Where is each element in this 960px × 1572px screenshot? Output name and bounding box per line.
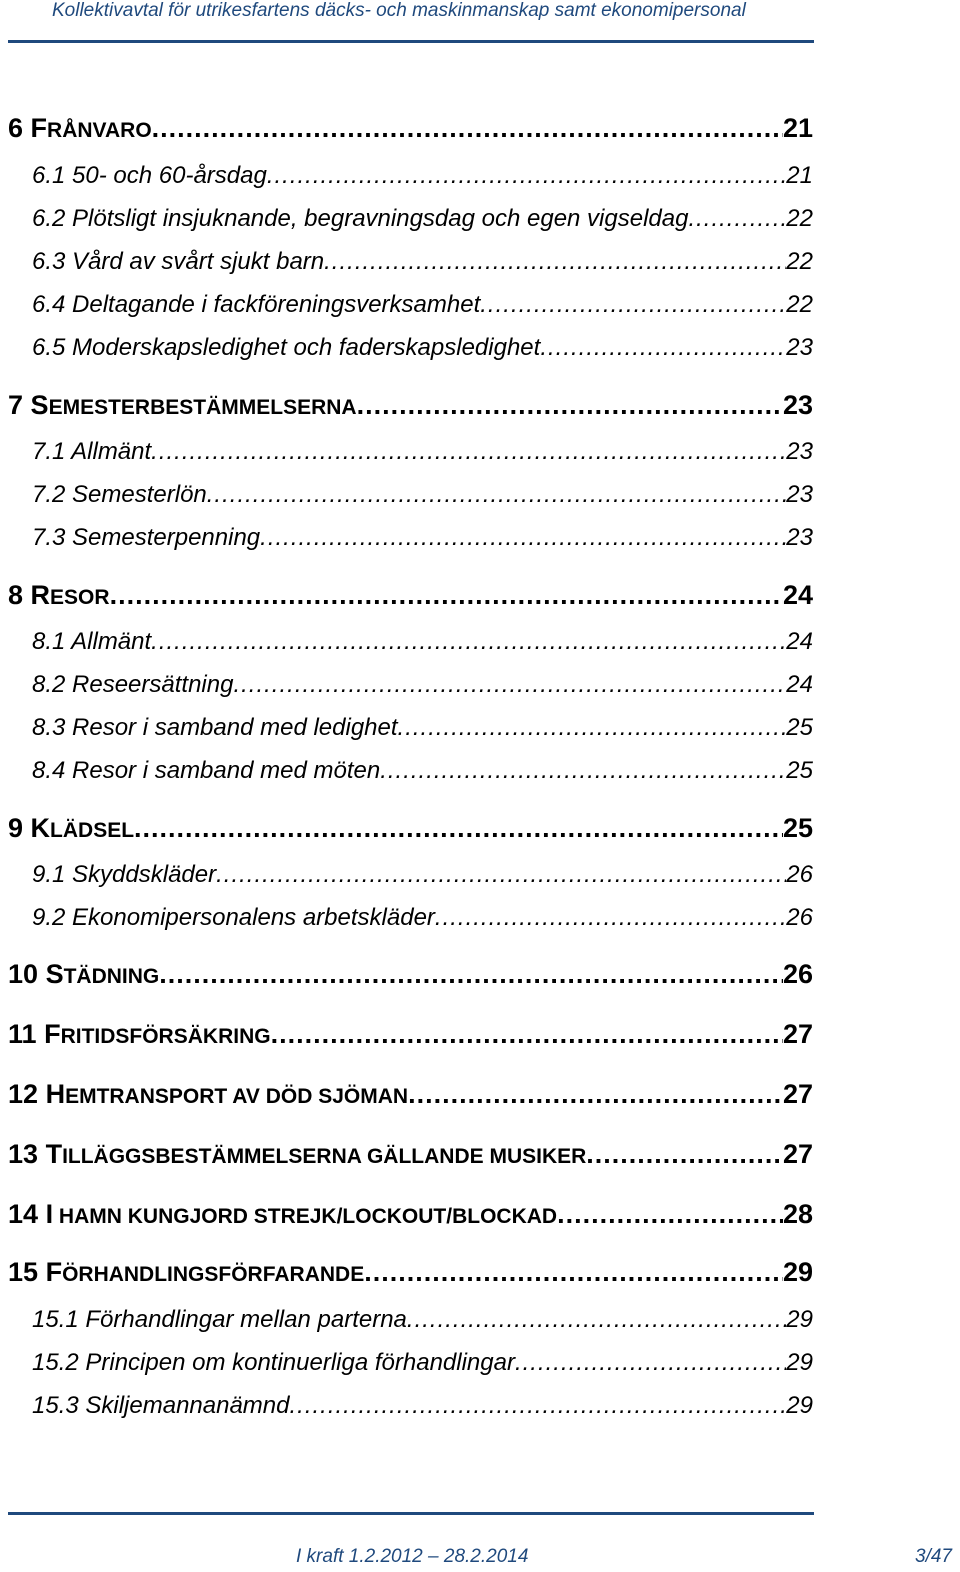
toc-chapter-number: 15: [8, 1257, 39, 1287]
toc-page-number: 25: [786, 757, 813, 784]
toc-dot-leader: [398, 714, 787, 742]
toc-page-number: 27: [782, 1019, 813, 1049]
toc-dot-leader: [407, 1306, 786, 1334]
toc-entry-title: 8.4 Resor i samband med möten: [32, 757, 381, 784]
toc-chapter-name: ILLÄGGSBESTÄMMELSERNA GÄLLANDE MUSIKER: [62, 1145, 587, 1168]
toc-entry-title: 9.2 Ekonomipersonalens arbetskläder: [32, 904, 435, 931]
toc-dot-leader: [586, 1139, 783, 1170]
toc-page-number: 24: [782, 580, 813, 610]
toc-chapter-initial: H: [45, 1079, 66, 1109]
toc-chapter-entry[interactable]: [8, 1078, 813, 1110]
toc-section-entry[interactable]: [32, 1302, 813, 1334]
toc-entry-title: [8, 1019, 271, 1050]
toc-chapter-initial: R: [30, 580, 51, 610]
toc-chapter-name: TÄDNING: [63, 965, 160, 988]
toc-page-number: 28: [782, 1199, 813, 1229]
toc-section-entry[interactable]: [32, 667, 813, 699]
toc-page-number: 22: [786, 205, 813, 232]
toc-chapter-initial: F: [45, 1257, 63, 1287]
toc-page-number: 23: [782, 390, 813, 420]
toc-chapter-initial: F: [44, 1019, 61, 1049]
toc-chapter-entry[interactable]: [8, 1138, 813, 1170]
toc-dot-leader: [151, 628, 786, 656]
toc-section-entry[interactable]: [32, 477, 813, 509]
toc-entry-title: 6.2 Plötsligt insjuknande, begravningsdag och egen vigseldag: [32, 205, 689, 232]
header-title: Kollektivavtal för utrikesfartens däcks- och maskinmanskap samt ekonomipersonal: [52, 0, 746, 21]
toc-section-entry[interactable]: [32, 753, 813, 785]
toc-page-number: 26: [786, 904, 813, 931]
toc-section-entry[interactable]: [32, 201, 813, 233]
toc-chapter-entry[interactable]: [8, 1198, 813, 1230]
toc-page-number: 21: [782, 113, 813, 143]
toc-section-entry[interactable]: [32, 1345, 813, 1377]
toc-chapter-number: 7: [8, 390, 24, 420]
toc-page-number: 23: [786, 481, 813, 508]
toc-dot-leader: [207, 481, 787, 509]
toc-chapter-name: RITIDSFÖRSÄKRING: [60, 1025, 271, 1048]
toc-entry-title: [8, 1079, 408, 1110]
toc-entry-title: [8, 580, 110, 611]
toc-chapter-number: 6: [8, 113, 24, 143]
toc-chapter-initial: S: [45, 959, 64, 989]
toc-page-number: 27: [782, 1139, 813, 1169]
toc-dot-leader: [480, 291, 786, 319]
toc-page-number: 25: [786, 714, 813, 741]
toc-section-entry[interactable]: [32, 520, 813, 552]
toc-entry-title: 15.2 Principen om kontinuerliga förhandlingar: [32, 1349, 515, 1376]
footer-divider: [8, 1512, 814, 1515]
toc-section-entry[interactable]: [32, 244, 813, 276]
toc-chapter-name: EMTRANSPORT AV DÖD SJÖMAN: [65, 1085, 409, 1108]
toc-entry-title: 7.3 Semesterpenning: [32, 524, 261, 551]
toc-chapter-number: 12: [8, 1079, 39, 1109]
toc-section-entry[interactable]: [32, 1388, 813, 1420]
toc-section-entry[interactable]: [32, 624, 813, 656]
toc-entry-title: 7.1 Allmänt: [32, 438, 152, 465]
toc-dot-leader: [267, 162, 786, 190]
toc-page-number: 29: [782, 1257, 813, 1287]
toc-page-number: 26: [786, 861, 813, 888]
toc-entry-title: 15.1 Förhandlingar mellan parterna: [32, 1306, 407, 1333]
toc-entry-title: 7.2 Semesterlön: [32, 481, 207, 508]
toc-page-number: 23: [786, 438, 813, 465]
toc-chapter-initial: I: [45, 1199, 54, 1229]
toc-chapter-initial: S: [30, 390, 49, 420]
toc-section-entry[interactable]: [32, 158, 813, 190]
toc-dot-leader: [271, 1019, 783, 1050]
toc-page-number: 23: [786, 524, 813, 551]
toc-page-number: 29: [786, 1306, 813, 1333]
toc-entry-title: 9.1 Skyddskläder: [32, 861, 217, 888]
toc-chapter-entry[interactable]: [8, 112, 813, 144]
toc-dot-leader: [134, 813, 783, 844]
toc-entry-title: 8.2 Reseersättning: [32, 671, 234, 698]
toc-entry-title: 15.3 Skiljemannanämnd: [32, 1392, 290, 1419]
toc-chapter-entry[interactable]: [8, 812, 813, 844]
toc-chapter-name: RÅNVARO: [47, 119, 152, 142]
toc-chapter-number: 11: [8, 1019, 37, 1049]
toc-chapter-entry[interactable]: [8, 1018, 813, 1050]
footer-validity: I kraft 1.2.2012 – 28.2.2014: [296, 1546, 529, 1567]
toc-dot-leader: [357, 390, 783, 421]
toc-page-number: 22: [786, 291, 813, 318]
toc-entry-title: 6.1 50- och 60-årsdag: [32, 162, 267, 189]
toc-section-entry[interactable]: [32, 900, 813, 932]
toc-entry-title: [8, 813, 134, 844]
toc-entry-title: [8, 113, 152, 144]
toc-section-entry[interactable]: [32, 710, 813, 742]
toc-section-entry[interactable]: [32, 857, 813, 889]
toc-dot-leader: [110, 580, 783, 611]
toc-dot-leader: [260, 524, 786, 552]
toc-page-number: 25: [782, 813, 813, 843]
toc-dot-leader: [408, 1079, 783, 1110]
toc-entry-title: 6.4 Deltagande i fackföreningsverksamhet: [32, 291, 481, 318]
toc-page-number: 29: [786, 1392, 813, 1419]
toc-entry-title: 6.5 Moderskapsledighet och faderskapsledighet: [32, 334, 541, 361]
toc-chapter-number: 13: [8, 1139, 39, 1169]
toc-dot-leader: [515, 1349, 786, 1377]
toc-dot-leader: [557, 1199, 783, 1230]
toc-dot-leader: [324, 248, 786, 276]
toc-dot-leader: [435, 904, 786, 932]
toc-entry-title: 6.3 Vård av svårt sjukt barn: [32, 248, 325, 275]
toc-chapter-number: 9: [8, 813, 24, 843]
toc-dot-leader: [688, 205, 786, 233]
toc-page-number: 22: [786, 248, 813, 275]
toc-chapter-entry[interactable]: [8, 958, 813, 990]
toc-page-number: 29: [786, 1349, 813, 1376]
toc-dot-leader: [233, 671, 786, 699]
toc-dot-leader: [216, 861, 786, 889]
toc-chapter-name: ÖRHANDLINGSFÖRFARANDE: [62, 1263, 365, 1286]
toc-page-number: 23: [786, 334, 813, 361]
toc-entry-title: [8, 1199, 557, 1230]
toc-section-entry[interactable]: [32, 434, 813, 466]
toc-dot-leader: [152, 113, 783, 144]
toc-chapter-initial: T: [45, 1139, 63, 1169]
toc-chapter-name: EMESTERBESTÄMMELSERNA: [48, 396, 357, 419]
toc-chapter-number: 8: [8, 580, 24, 610]
toc-dot-leader: [290, 1392, 787, 1420]
toc-chapter-entry[interactable]: [8, 579, 813, 611]
toc-chapter-name: HAMN KUNGJORD STREJK/LOCKOUT/BLOCKAD: [53, 1205, 558, 1228]
toc-dot-leader: [380, 757, 786, 785]
toc-page-number: 24: [786, 628, 813, 655]
toc-page-number: 21: [786, 162, 813, 189]
toc-entry-title: [8, 1139, 586, 1170]
toc-entry-title: [8, 959, 159, 990]
toc-entry-title: [8, 1257, 364, 1288]
toc-chapter-initial: F: [30, 113, 48, 143]
toc-dot-leader: [540, 334, 786, 362]
toc-dot-leader: [364, 1257, 783, 1288]
toc-section-entry[interactable]: [32, 287, 813, 319]
toc-dot-leader: [159, 959, 783, 990]
toc-section-entry[interactable]: [32, 330, 813, 362]
toc-chapter-entry[interactable]: [8, 389, 813, 421]
toc-chapter-name: LÄDSEL: [50, 819, 135, 842]
toc-chapter-number: 14: [8, 1199, 39, 1229]
toc-entry-title: 8.3 Resor i samband med ledighet: [32, 714, 398, 741]
toc-page-number: 27: [782, 1079, 813, 1109]
toc-chapter-entry[interactable]: [8, 1256, 813, 1288]
toc-page-number: 24: [786, 671, 813, 698]
toc-entry-title: [8, 390, 357, 421]
toc-chapter-number: 10: [8, 959, 39, 989]
toc-dot-leader: [151, 438, 786, 466]
toc-chapter-name: ESOR: [50, 586, 110, 609]
toc-chapter-initial: K: [30, 813, 51, 843]
toc-entry-title: 8.1 Allmänt: [32, 628, 152, 655]
footer-page-number: 3/47: [915, 1546, 952, 1567]
toc-page-number: 26: [782, 959, 813, 989]
